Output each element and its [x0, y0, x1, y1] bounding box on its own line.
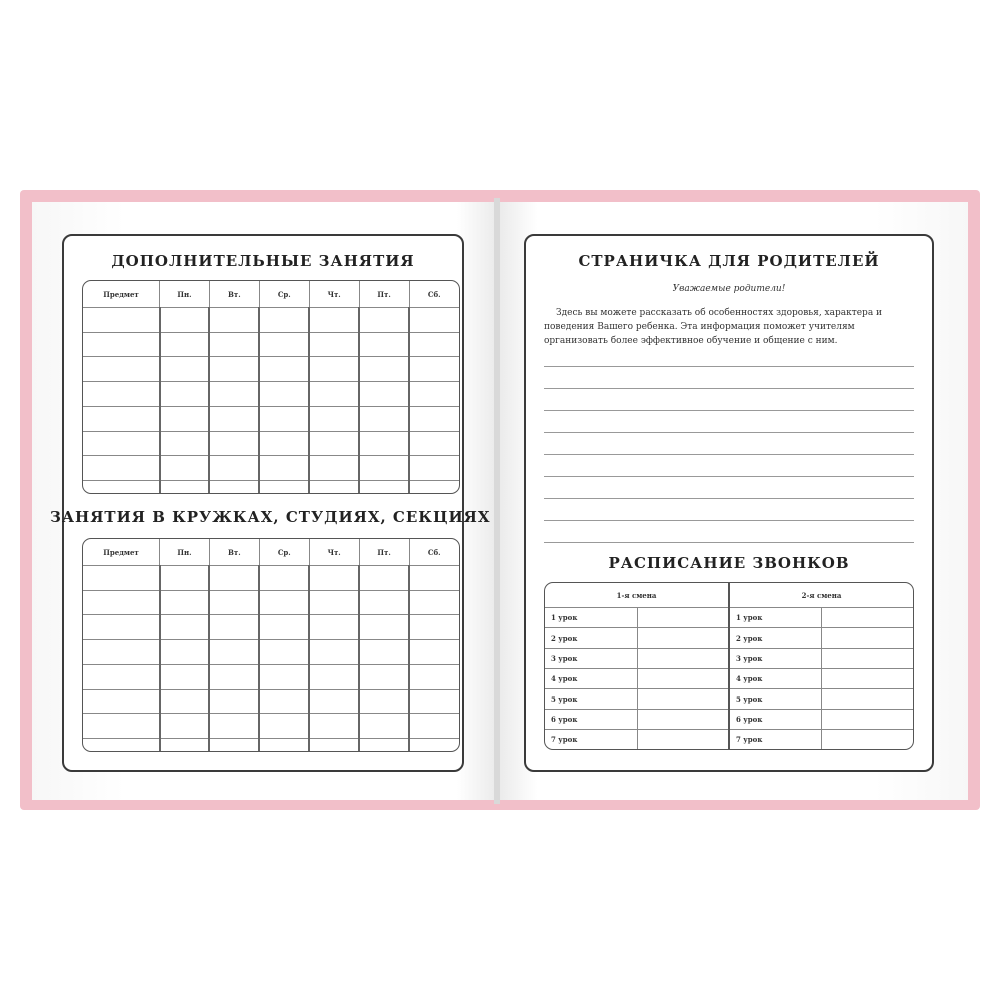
table-row — [83, 590, 459, 615]
table-cell[interactable] — [359, 714, 409, 739]
table-cell[interactable] — [160, 714, 210, 739]
table-cell[interactable] — [309, 481, 359, 493]
table-cell[interactable] — [83, 615, 160, 640]
shift-2-time-cell[interactable] — [821, 730, 913, 749]
right-page-frame — [524, 234, 934, 772]
table-cell[interactable] — [409, 357, 459, 382]
table-cell[interactable] — [160, 456, 210, 481]
table-cell[interactable] — [309, 357, 359, 382]
table-cell[interactable] — [209, 308, 259, 333]
bell-row — [545, 709, 913, 729]
table-cell[interactable] — [409, 714, 459, 739]
table-cell[interactable] — [409, 566, 459, 591]
table-row — [83, 739, 459, 751]
shift-1-time-cell[interactable] — [637, 648, 729, 668]
table-cell[interactable] — [309, 640, 359, 665]
table-cell[interactable] — [259, 308, 309, 333]
lesson-label: 6 урок — [729, 709, 821, 729]
table-cell[interactable] — [83, 308, 160, 333]
table-cell[interactable] — [160, 590, 210, 615]
write-line[interactable] — [544, 454, 914, 455]
table-cell[interactable] — [359, 357, 409, 382]
lesson-label: 5 урок — [545, 689, 637, 709]
table-cell[interactable] — [209, 689, 259, 714]
table-cell[interactable] — [83, 357, 160, 382]
shift-1-time-cell[interactable] — [637, 608, 729, 628]
shift-1-header: 1-я смена — [545, 583, 729, 608]
table-row — [83, 664, 459, 689]
table-cell[interactable] — [259, 431, 309, 456]
table-cell[interactable] — [409, 431, 459, 456]
table-cell[interactable] — [209, 664, 259, 689]
shift-1-time-cell[interactable] — [637, 628, 729, 648]
table-cell[interactable] — [160, 664, 210, 689]
table-cell[interactable] — [83, 590, 160, 615]
table-cell[interactable] — [209, 566, 259, 591]
column-header: Чт. — [309, 539, 359, 566]
write-line[interactable] — [544, 388, 914, 389]
parents-intro-text: Здесь вы можете рассказать об особенностях здоровья, характера и поведения Вашего ребенка. Эта информация поможет учителям организовать более эффективное обучение и общение с ним. — [544, 308, 883, 346]
table-cell[interactable] — [309, 664, 359, 689]
table-cell[interactable] — [359, 615, 409, 640]
table-cell[interactable] — [160, 406, 210, 431]
table-cell[interactable] — [259, 481, 309, 493]
parents-page-title: СТРАНИЧКА ДЛЯ РОДИТЕЛЕЙ — [578, 252, 880, 270]
table-row — [83, 382, 459, 407]
table-cell[interactable] — [309, 406, 359, 431]
table-row — [83, 640, 459, 665]
table-cell[interactable] — [83, 664, 160, 689]
table-cell[interactable] — [209, 615, 259, 640]
write-line[interactable] — [544, 366, 914, 367]
table-cell[interactable] — [259, 357, 309, 382]
lesson-label: 7 урок — [545, 730, 637, 749]
table-cell[interactable] — [83, 406, 160, 431]
table-cell[interactable] — [359, 566, 409, 591]
table-cell[interactable] — [259, 640, 309, 665]
table-cell[interactable] — [359, 689, 409, 714]
table-cell[interactable] — [359, 382, 409, 407]
column-header: Сб. — [409, 539, 459, 566]
table-cell[interactable] — [409, 664, 459, 689]
lesson-label: 2 урок — [545, 628, 637, 648]
write-line[interactable] — [544, 432, 914, 433]
table-cell[interactable] — [259, 664, 309, 689]
table-cell[interactable] — [259, 332, 309, 357]
shift-1-time-cell[interactable] — [637, 669, 729, 689]
column-header: Пн. — [160, 539, 210, 566]
lesson-label: 2 урок — [729, 628, 821, 648]
table-row — [83, 689, 459, 714]
table-cell[interactable] — [160, 739, 210, 751]
left-page — [32, 202, 494, 800]
table-row — [83, 714, 459, 739]
table-cell[interactable] — [359, 406, 409, 431]
table-row — [83, 481, 459, 493]
table-row — [83, 332, 459, 357]
shift-2-header: 2-я смена — [729, 583, 913, 608]
table-cell[interactable] — [409, 689, 459, 714]
column-header: Пт. — [359, 281, 409, 308]
table-cell[interactable] — [409, 615, 459, 640]
table-cell[interactable] — [83, 332, 160, 357]
table-cell[interactable] — [83, 640, 160, 665]
table-cell[interactable] — [259, 456, 309, 481]
table-cell[interactable] — [409, 640, 459, 665]
bell-row — [545, 689, 913, 709]
table-cell[interactable] — [409, 308, 459, 333]
write-line[interactable] — [544, 520, 914, 521]
bell-row — [545, 608, 913, 628]
table-cell[interactable] — [309, 615, 359, 640]
table-cell[interactable] — [160, 640, 210, 665]
clubs-table — [82, 538, 460, 752]
table-cell[interactable] — [160, 615, 210, 640]
write-line[interactable] — [544, 476, 914, 477]
table-cell[interactable] — [309, 566, 359, 591]
shift-1-time-cell[interactable] — [637, 709, 729, 729]
parents-greeting: Уважаемые родители! — [672, 284, 786, 294]
table-cell[interactable] — [160, 566, 210, 591]
table-cell[interactable] — [209, 714, 259, 739]
write-line[interactable] — [544, 542, 914, 543]
table-cell[interactable] — [309, 689, 359, 714]
table-cell[interactable] — [359, 456, 409, 481]
table-row — [83, 431, 459, 456]
table-cell[interactable] — [359, 308, 409, 333]
lesson-label: 4 урок — [729, 669, 821, 689]
table-cell[interactable] — [160, 382, 210, 407]
clubs-title: ЗАНЯТИЯ В КРУЖКАХ, СТУДИЯХ, СЕКЦИЯХ — [50, 508, 491, 526]
table-cell[interactable] — [409, 406, 459, 431]
shift-1-time-cell[interactable] — [637, 689, 729, 709]
table-cell[interactable] — [309, 308, 359, 333]
table-cell[interactable] — [359, 590, 409, 615]
table-cell[interactable] — [409, 739, 459, 751]
table-cell[interactable] — [409, 382, 459, 407]
table-cell[interactable] — [83, 481, 160, 493]
table-cell[interactable] — [209, 590, 259, 615]
table-cell[interactable] — [209, 640, 259, 665]
table-cell[interactable] — [83, 714, 160, 739]
table-cell[interactable] — [359, 640, 409, 665]
write-line[interactable] — [544, 498, 914, 499]
column-header: Вт. — [209, 539, 259, 566]
table-cell[interactable] — [209, 406, 259, 431]
bell-row — [545, 730, 913, 749]
shift-2-time-cell[interactable] — [821, 628, 913, 648]
column-header: Предмет — [83, 539, 160, 566]
table-cell[interactable] — [409, 481, 459, 493]
table-cell[interactable] — [259, 714, 309, 739]
table-cell[interactable] — [83, 456, 160, 481]
left-page-frame — [50, 234, 491, 772]
extra-lessons-title: ДОПОЛНИТЕЛЬНЫЕ ЗАНЯТИЯ — [111, 252, 415, 270]
shift-2-time-cell[interactable] — [821, 689, 913, 709]
table-row — [83, 615, 459, 640]
table-cell[interactable] — [160, 308, 210, 333]
table-cell[interactable] — [309, 382, 359, 407]
shift-1-time-cell[interactable] — [637, 730, 729, 749]
table-cell[interactable] — [83, 566, 160, 591]
lesson-label: 7 урок — [729, 730, 821, 749]
lesson-label: 6 урок — [545, 709, 637, 729]
table-cell[interactable] — [83, 382, 160, 407]
bell-row — [545, 628, 913, 648]
lesson-label: 3 урок — [545, 648, 637, 668]
lesson-label: 3 урок — [729, 648, 821, 668]
table-cell[interactable] — [309, 456, 359, 481]
shift-2-time-cell[interactable] — [821, 648, 913, 668]
table-cell[interactable] — [359, 332, 409, 357]
shift-2-time-cell[interactable] — [821, 669, 913, 689]
table-cell[interactable] — [359, 431, 409, 456]
table-cell[interactable] — [259, 566, 309, 591]
bell-schedule-table — [544, 582, 914, 750]
table-cell[interactable] — [160, 689, 210, 714]
bell-row — [545, 648, 913, 668]
table-cell[interactable] — [209, 357, 259, 382]
table-cell[interactable] — [259, 689, 309, 714]
lesson-label: 1 урок — [545, 608, 637, 628]
right-page — [500, 202, 968, 800]
column-header: Пт. — [359, 539, 409, 566]
table-cell[interactable] — [209, 739, 259, 751]
column-header: Вт. — [209, 281, 259, 308]
table-row — [83, 456, 459, 481]
lesson-label: 4 урок — [545, 669, 637, 689]
table-cell[interactable] — [309, 714, 359, 739]
column-header: Чт. — [309, 281, 359, 308]
extra-lessons-table — [82, 280, 460, 494]
table-cell[interactable] — [83, 739, 160, 751]
table-cell[interactable] — [409, 590, 459, 615]
table-cell[interactable] — [160, 431, 210, 456]
shift-2-time-cell[interactable] — [821, 709, 913, 729]
table-cell[interactable] — [409, 456, 459, 481]
table-cell[interactable] — [259, 615, 309, 640]
table-cell[interactable] — [359, 739, 409, 751]
lesson-label: 1 урок — [729, 608, 821, 628]
table-cell[interactable] — [160, 332, 210, 357]
bell-row — [545, 669, 913, 689]
table-row — [83, 308, 459, 333]
table-cell[interactable] — [309, 739, 359, 751]
table-row — [83, 566, 459, 591]
lesson-label: 5 урок — [729, 689, 821, 709]
table-cell[interactable] — [309, 332, 359, 357]
column-header: Ср. — [259, 539, 309, 566]
table-cell[interactable] — [209, 481, 259, 493]
table-row — [83, 406, 459, 431]
table-cell[interactable] — [209, 332, 259, 357]
table-cell[interactable] — [160, 357, 210, 382]
column-header: Пн. — [160, 281, 210, 308]
table-cell[interactable] — [309, 590, 359, 615]
table-cell[interactable] — [259, 406, 309, 431]
column-header: Предмет — [83, 281, 160, 308]
table-row — [83, 357, 459, 382]
table-cell[interactable] — [209, 382, 259, 407]
table-cell[interactable] — [83, 689, 160, 714]
table-cell[interactable] — [160, 481, 210, 493]
write-line[interactable] — [544, 410, 914, 411]
table-cell[interactable] — [209, 431, 259, 456]
bell-schedule-title: РАСПИСАНИЕ ЗВОНКОВ — [608, 554, 850, 572]
table-cell[interactable] — [309, 431, 359, 456]
table-cell[interactable] — [259, 739, 309, 751]
table-cell[interactable] — [409, 332, 459, 357]
table-cell[interactable] — [83, 431, 160, 456]
table-cell[interactable] — [359, 481, 409, 493]
shift-2-time-cell[interactable] — [821, 608, 913, 628]
column-header: Сб. — [409, 281, 459, 308]
table-cell[interactable] — [259, 590, 309, 615]
column-header: Ср. — [259, 281, 309, 308]
table-cell[interactable] — [209, 456, 259, 481]
table-cell[interactable] — [359, 664, 409, 689]
table-cell[interactable] — [259, 382, 309, 407]
